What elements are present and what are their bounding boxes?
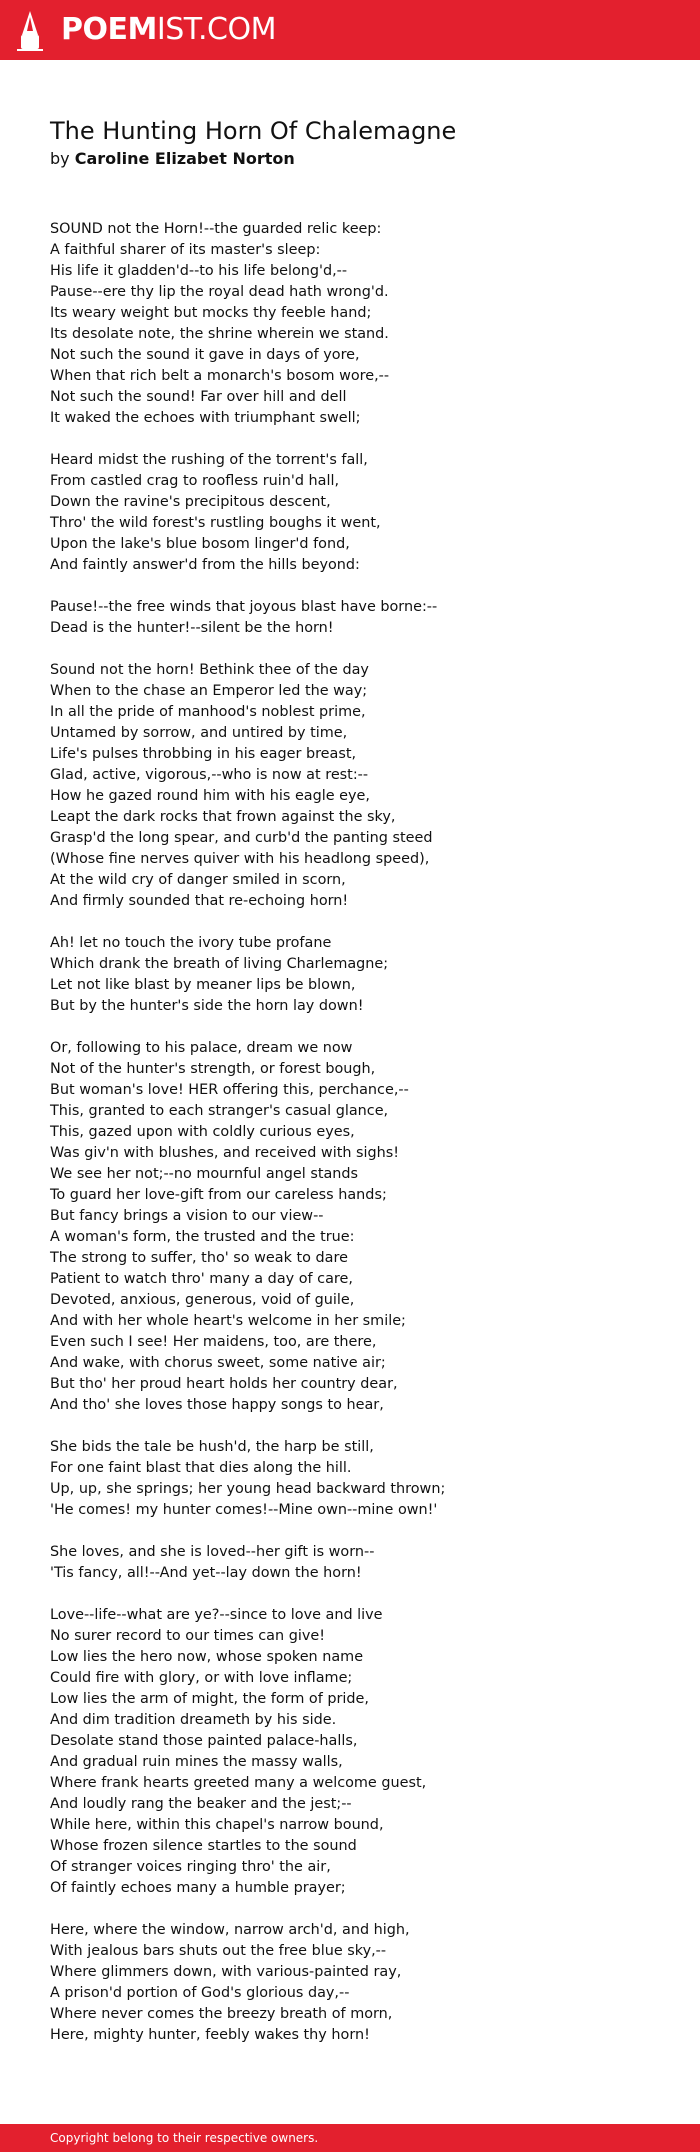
poem-line: Love--life--what are ye?--since to love and live: [50, 1607, 383, 1623]
stanza: [50, 1605, 670, 1899]
stanza: [50, 660, 670, 912]
poem-line: Here, mighty hunter, feebly wakes thy horn!: [50, 2027, 370, 2043]
poem-line: Pause!--the free winds that joyous blast have borne:--: [50, 599, 438, 615]
poem-line: To guard her love-gift from our careless hands;: [50, 1187, 387, 1203]
poem-line: Low lies the hero now, whose spoken name: [50, 1649, 364, 1665]
poem-line: From castled crag to roofless ruin'd hall,: [50, 473, 340, 489]
poem-line: Of stranger voices ringing thro' the air,: [50, 1859, 331, 1875]
poem-line: Pause--ere thy lip the royal dead hath wrong'd.: [50, 284, 389, 300]
by-label: by: [50, 149, 70, 168]
poem-line: And loudly rang the beaker and the jest;--: [50, 1796, 352, 1812]
poem-line: And wake, with chorus sweet, some native air;: [50, 1355, 386, 1371]
poem-line: Even such I see! Her maidens, too, are there,: [50, 1334, 377, 1350]
site-header: [0, 0, 700, 60]
poem-line: Where never comes the breezy breath of morn,: [50, 2006, 393, 2022]
poem-line: Sound not the horn! Bethink thee of the day: [50, 662, 369, 678]
poem-line: This, gazed upon with coldly curious eyes,: [50, 1124, 355, 1140]
logo-light-text: IST.COM: [156, 12, 276, 47]
copyright-text: Copyright belong to their respective owners.: [50, 2131, 319, 2145]
poem-line: With jealous bars shuts out the free blue sky,--: [50, 1943, 387, 1959]
poem-line: And dim tradition dreameth by his side.: [50, 1712, 337, 1728]
poem-line: And with her whole heart's welcome in her smile;: [50, 1313, 406, 1329]
poem-line: A faithful sharer of its master's sleep:: [50, 242, 321, 258]
poem-line: 'He comes! my hunter comes!--Mine own--mine own!': [50, 1502, 438, 1518]
poem-line: Or, following to his palace, dream we now: [50, 1040, 353, 1056]
poem-line: Here, where the window, narrow arch'd, and high,: [50, 1922, 410, 1938]
poem-line: And faintly answer'd from the hills beyond:: [50, 557, 360, 573]
poem-line: She bids the tale be hush'd, the harp be still,: [50, 1439, 374, 1455]
poem-line: But by the hunter's side the horn lay down!: [50, 998, 364, 1014]
poem-line: At the wild cry of danger smiled in scorn,: [50, 872, 346, 888]
poem-line: No surer record to our times can give!: [50, 1628, 325, 1644]
stanza: [50, 933, 670, 1017]
poem-line: Untamed by sorrow, and untired by time,: [50, 725, 348, 741]
poem-line: A prison'd portion of God's glorious day,--: [50, 1985, 350, 2001]
poem-line: For one faint blast that dies along the hill.: [50, 1460, 352, 1476]
poem-line: How he gazed round him with his eagle eye,: [50, 788, 370, 804]
poem-line: Leapt the dark rocks that frown against the sky,: [50, 809, 396, 825]
poem-line: Not such the sound it gave in days of yore,: [50, 347, 360, 363]
poem-line: Whose frozen silence startles to the sound: [50, 1838, 357, 1854]
poem-line: While here, within this chapel's narrow bound,: [50, 1817, 384, 1833]
stanza: [50, 450, 670, 576]
stanza: [50, 1437, 670, 1521]
poem-line: In all the pride of manhood's noblest prime,: [50, 704, 366, 720]
poem-line: But tho' her proud heart holds her country dear,: [50, 1376, 398, 1392]
stanza: [50, 1038, 670, 1416]
stanza: [50, 219, 670, 429]
poem-line: Was giv'n with blushes, and received with sighs!: [50, 1145, 400, 1161]
poem-line: Down the ravine's precipitous descent,: [50, 494, 331, 510]
poem-line: And firmly sounded that re-echoing horn!: [50, 893, 349, 909]
poem-line: Its desolate note, the shrine wherein we stand.: [50, 326, 389, 342]
poem-line: Dead is the hunter!--silent be the horn!: [50, 620, 334, 636]
byline: [50, 148, 295, 170]
poem-line: Ah! let no touch the ivory tube profane: [50, 935, 332, 951]
stanza: [50, 1542, 670, 1584]
poem-line: 'Tis fancy, all!--And yet--lay down the horn!: [50, 1565, 362, 1581]
poem-line: Thro' the wild forest's rustling boughs it went,: [50, 515, 381, 531]
poem-line: (Whose fine nerves quiver with his headlong speed),: [50, 851, 430, 867]
poem-line: Its weary weight but mocks thy feeble hand;: [50, 305, 372, 321]
poem-line: This, granted to each stranger's casual glance,: [50, 1103, 389, 1119]
poem-line: Desolate stand those painted palace-halls,: [50, 1733, 358, 1749]
poem-line: Upon the lake's blue bosom linger'd fond,: [50, 536, 350, 552]
author-name[interactable]: Caroline Elizabet Norton: [74, 149, 295, 168]
poem-line: Where frank hearts greeted many a welcome guest,: [50, 1775, 427, 1791]
poem-line: Which drank the breath of living Charlemagne;: [50, 956, 389, 972]
poem-line: Glad, active, vigorous,--who is now at rest:--: [50, 767, 369, 783]
poem-line: A woman's form, the trusted and the true:: [50, 1229, 355, 1245]
poem-line: But fancy brings a vision to our view--: [50, 1208, 324, 1224]
poem-line: SOUND not the Horn!--the guarded relic keep:: [50, 221, 382, 237]
poem-line: When to the chase an Emperor led the way;: [50, 683, 368, 699]
pen-nib-icon[interactable]: [17, 11, 43, 51]
logo-bold-text: POEM: [61, 12, 157, 47]
poem-line: Grasp'd the long spear, and curb'd the panting steed: [50, 830, 433, 846]
poem-line: We see her not;--no mournful angel stands: [50, 1166, 359, 1182]
poem-line: Up, up, she springs; her young head backward thrown;: [50, 1481, 446, 1497]
site-footer: [0, 2124, 700, 2152]
poem-line: Let not like blast by meaner lips be blown,: [50, 977, 356, 993]
poem-title: The Hunting Horn Of Chalemagne: [50, 117, 457, 145]
poem-line: Not such the sound! Far over hill and dell: [50, 389, 347, 405]
poem-line: Could fire with glory, or with love inflame;: [50, 1670, 353, 1686]
poem-body: [50, 219, 670, 2067]
poem-line: The strong to suffer, tho' so weak to dare: [50, 1250, 348, 1266]
poem-line: It waked the echoes with triumphant swell;: [50, 410, 361, 426]
poem-line: Where glimmers down, with various-painted ray,: [50, 1964, 402, 1980]
poem-line: And gradual ruin mines the massy walls,: [50, 1754, 343, 1770]
poem-line: His life it gladden'd--to his life belong'd,--: [50, 263, 348, 279]
poem-line: Devoted, anxious, generous, void of guile,: [50, 1292, 355, 1308]
poem-line: And tho' she loves those happy songs to hear,: [50, 1397, 384, 1413]
poem-line: Patient to watch thro' many a day of care,: [50, 1271, 353, 1287]
stanza: [50, 1920, 670, 2046]
poem-line: But woman's love! HER offering this, perchance,--: [50, 1082, 409, 1098]
poem-line: Not of the hunter's strength, or forest bough,: [50, 1061, 376, 1077]
stanza: [50, 597, 670, 639]
poem-line: Low lies the arm of might, the form of pride,: [50, 1691, 369, 1707]
poem-line: Life's pulses throbbing in his eager breast,: [50, 746, 357, 762]
site-logo[interactable]: [61, 13, 276, 47]
poem-line: When that rich belt a monarch's bosom wore,--: [50, 368, 390, 384]
poem-line: Heard midst the rushing of the torrent's fall,: [50, 452, 368, 468]
poem-line: She loves, and she is loved--her gift is worn--: [50, 1544, 375, 1560]
poem-line: Of faintly echoes many a humble prayer;: [50, 1880, 346, 1896]
